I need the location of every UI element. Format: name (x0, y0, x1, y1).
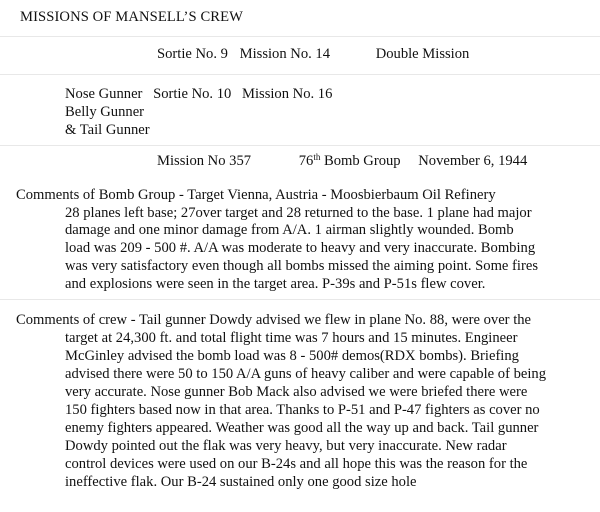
mission-date: November 6, 1944 (418, 153, 528, 169)
paragraph-line: load was 209 - 500 #. A/A was moderate to heavy and very inaccurate. Bombing (65, 240, 536, 256)
mission-note: Double Mission (375, 46, 470, 62)
paragraph-line: 28 planes left base; 27over target and 28 returned to the base. 1 plane had major (65, 205, 532, 221)
paragraph-line: Comments of Bomb Group - Target Vienna, Austria - Moosbierbaum Oil Refinery (16, 187, 496, 203)
sortie-label: Sortie No. 10 (153, 86, 232, 102)
paragraph-line: McGinley advised the bomb load was 8 - 500# demos(RDX bombs). Briefing (65, 348, 519, 364)
paragraph-line: enemy fighters appeared. Weather was good all the way up and back. Tail gunner (65, 420, 539, 436)
mission-header (157, 152, 527, 170)
crew-role: & Tail Gunner (65, 122, 150, 138)
paragraph-line: Dowdy pointed out the flak was very heavy, but very inaccurate. New radar (65, 438, 507, 454)
paragraph-line: target at 24,300 ft. and total flight time was 7 hours and 15 minutes. Engineer (65, 330, 518, 346)
paragraph-line: 150 fighters based now in that area. Thanks to P-51 and P-47 fighters as cover no (65, 402, 540, 418)
scan-rule (0, 74, 600, 75)
crew-role-line (65, 121, 150, 139)
bomb-group-ordinal: th (313, 152, 321, 162)
mission-number: Mission No 357 (157, 153, 252, 169)
paragraph-line: advised there were 50 to 150 A/A guns of heavy caliber and were capable of being (65, 366, 547, 382)
mission-label: Mission No. 16 (241, 86, 333, 102)
page-title: MISSIONS OF MANSELL’S CREW (20, 9, 244, 25)
paragraph-line: Comments of crew - Tail gunner Dowdy advised we flew in plane No. 88, were over the (16, 312, 532, 328)
scan-rule (0, 299, 600, 300)
paragraph-line: ineffective flak. Our B-24 sustained only one good size hole (65, 474, 417, 490)
mission-label: Mission No. 14 (239, 46, 331, 62)
crew-role: Nose Gunner (65, 86, 143, 102)
paragraph-line: control devices were used on our B-24s and all hope this was the reason for the (65, 456, 528, 472)
bomb-group-name: Bomb Group (320, 153, 401, 169)
paragraph-line: was very satisfactory even though all bombs missed the aiming point. Some fires (65, 258, 538, 274)
paragraph-line: very accurate. Nose gunner Bob Mack also advised we were briefed there were (65, 384, 528, 400)
mission-row-2 (65, 85, 332, 103)
scan-rule (0, 36, 600, 37)
sortie-label: Sortie No. 9 (157, 46, 228, 62)
crew-role: Belly Gunner (65, 104, 145, 120)
paragraph-line: and explosions were seen in the target area. P-39s and P-51s flew cover. (65, 276, 486, 292)
bomb-group-number: 76 (298, 153, 314, 169)
bomb-group (299, 153, 401, 169)
scan-rule (0, 145, 600, 146)
mission-row-1 (157, 45, 469, 63)
crew-role-line (65, 103, 144, 121)
paragraph-line: damage and one minor damage from A/A. 1 airman slightly wounded. Bomb (65, 222, 514, 238)
